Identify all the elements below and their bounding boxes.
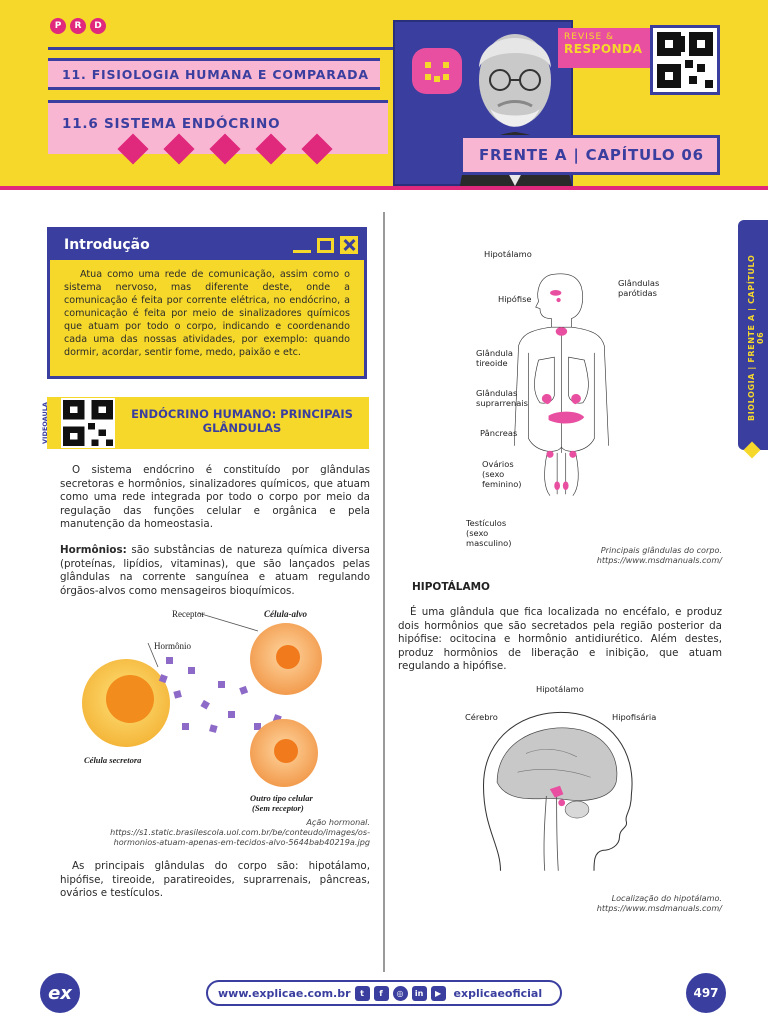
label-sem-receptor: (Sem receptor) <box>252 803 304 813</box>
page-header <box>0 0 768 190</box>
intro-text: Atua como uma rede de comunicação, assim como o sistema nervoso, mas diferente deste, onde a comunicação é feita por corrente elétrica, no endócrino, a comunicação é feita por meio de sinalizadores químicos que atuam por todo o corpo, indicando e coordenando cada uma das nossas atividades, por exemplo: quando dormir, acordar, sentir fome, medo, paixão e etc. <box>64 269 350 358</box>
label-suprarrenais: Glândulas suprarrenais <box>476 388 528 408</box>
label-tireoide: Glândula tireoide <box>476 348 513 368</box>
side-tab-label: BIOLOGIA | FRENTE A | CAPÍTULO 06 <box>747 254 765 422</box>
label-hipofisaria: Hipofisária <box>612 712 657 722</box>
qr-code-icon[interactable] <box>650 25 720 95</box>
intro-box <box>47 227 367 379</box>
column-divider <box>383 212 385 972</box>
label-hipotalamo-brain: Hipotálamo <box>536 684 584 694</box>
label-hormonio: Hormônio <box>154 641 191 651</box>
diamond-decoration <box>122 138 328 160</box>
footer-links <box>206 980 562 1006</box>
label-testiculos: Testículos (sexo masculino) <box>466 518 512 548</box>
intro-titlebar <box>50 230 364 260</box>
label-hipotalamo-body: Hipotálamo <box>484 249 532 259</box>
diamond-icon <box>301 133 332 164</box>
site-url-link[interactable]: www.explicae.com.br <box>218 986 351 1000</box>
figure-caption-title: Ação hormonal. <box>306 817 370 827</box>
revise-big-text: RESPONDA <box>564 42 643 56</box>
figure-caption-brain <box>460 893 722 913</box>
figure-caption-hormone <box>84 817 370 848</box>
section-banner <box>41 397 369 449</box>
label-parotidas: Glândulas parótidas <box>618 278 660 298</box>
paragraph-hipotalamo: É uma glândula que fica localizada no encéfalo, e produz dois hormônios que são secretados pela região posterior da hipófise: ocitocina e hormônio antidiurético. Além destes, produz hormônios de liberação e inibição, que atuam regulando a hipófise. <box>398 606 722 673</box>
paragraph-intro: O sistema endócrino é constituído por glândulas secretoras e hormônios, sinalizadores químicos, que atuam como uma rede integrada por todo o corpo por meio da regulação das funções celular e orgânica e pela manutenção da homeostasia. <box>60 464 370 531</box>
twitter-icon[interactable]: t <box>355 986 370 1001</box>
intro-title: Introdução <box>64 237 150 253</box>
hormonios-definition: são substâncias de natureza química diversa (proteínas, lipídios, vitaminas), que são lançados pelas glândulas na corrente sanguínea e atuam regulando órgãos-alvos como mensageiros bioquímicos. <box>60 544 370 597</box>
figure-caption-body <box>460 545 722 565</box>
diamond-icon <box>117 133 148 164</box>
header-bottom-rule <box>0 186 768 190</box>
explicae-logo: ex <box>40 973 80 1013</box>
section-title: ENDÓCRINO HUMANO: PRINCIPAIS GLÂNDULAS <box>131 407 353 435</box>
label-celula-alvo: Célula-alvo <box>264 609 307 619</box>
minimize-icon <box>293 250 311 253</box>
maximize-icon <box>317 238 334 253</box>
body-caption-title: Principais glândulas do corpo. <box>600 545 722 555</box>
subtopic-title: 11.6 SISTEMA ENDÓCRINO <box>62 116 281 132</box>
label-hipofise: Hipófise <box>498 294 532 304</box>
label-receptor: Receptor <box>172 609 205 619</box>
prd-badge-d: D <box>90 18 106 34</box>
diamond-icon <box>255 133 286 164</box>
videoaula-label: VIDEOAULA <box>41 402 49 444</box>
diamond-icon <box>163 133 194 164</box>
label-outro-tipo: Outro tipo celular <box>250 793 313 803</box>
label-ovarios: Ovários (sexo feminino) <box>482 459 522 489</box>
youtube-icon[interactable]: ▶ <box>431 986 446 1001</box>
paragraph-glandulas: As principais glândulas do corpo são: hipotálamo, hipófise, tireoide, paratireoides, suprarrenais, pâncreas, ovários e testículos. <box>60 860 370 900</box>
figure-caption-source: https://s1.static.brasilescola.uol.com.br/be/conteudo/images/os-hormonios-atuam-apenas-em-tecidos-alvo-5644bab40219a.jpg <box>110 827 370 848</box>
revise-responda-label <box>558 28 650 68</box>
hormone-action-figure <box>78 603 348 818</box>
label-cerebro: Cérebro <box>465 712 498 722</box>
prd-badges <box>50 18 106 34</box>
header-rule <box>48 47 393 50</box>
linkedin-icon[interactable]: in <box>412 986 427 1001</box>
facebook-icon[interactable]: f <box>374 986 389 1001</box>
prd-badge-p: P <box>50 18 66 34</box>
subject-side-tab <box>738 220 768 450</box>
videoaula-qr-icon[interactable] <box>61 398 115 448</box>
frente-capitulo-box <box>460 135 720 175</box>
diamond-icon <box>209 133 240 164</box>
window-controls <box>293 236 358 254</box>
brain-caption-title: Localização do hipotálamo. <box>611 893 722 903</box>
body-caption-source: https://www.msdmanuals.com/ <box>596 555 722 566</box>
paragraph-hormonios <box>60 544 370 598</box>
prd-badge-r: R <box>70 18 86 34</box>
social-handle[interactable]: explicaeoficial <box>453 986 543 1000</box>
brain-caption-source: https://www.msdmanuals.com/ <box>596 903 722 914</box>
label-celula-secretora: Célula secretora <box>84 755 142 765</box>
page-number: 497 <box>686 973 726 1013</box>
label-pancreas: Pâncreas <box>480 428 518 438</box>
frente-capitulo-label: FRENTE A | CAPÍTULO 06 <box>479 146 704 164</box>
close-icon <box>340 236 358 254</box>
instagram-icon[interactable]: ◎ <box>393 986 408 1001</box>
topic-box <box>48 58 380 90</box>
body-glands-figure <box>500 220 650 550</box>
hipotalamo-heading: HIPOTÁLAMO <box>412 581 490 593</box>
topic-title: 11. FISIOLOGIA HUMANA E COMPARADA <box>62 66 369 82</box>
hormonios-term: Hormônios: <box>60 544 127 556</box>
revise-small-text: REVISE & <box>564 32 615 42</box>
